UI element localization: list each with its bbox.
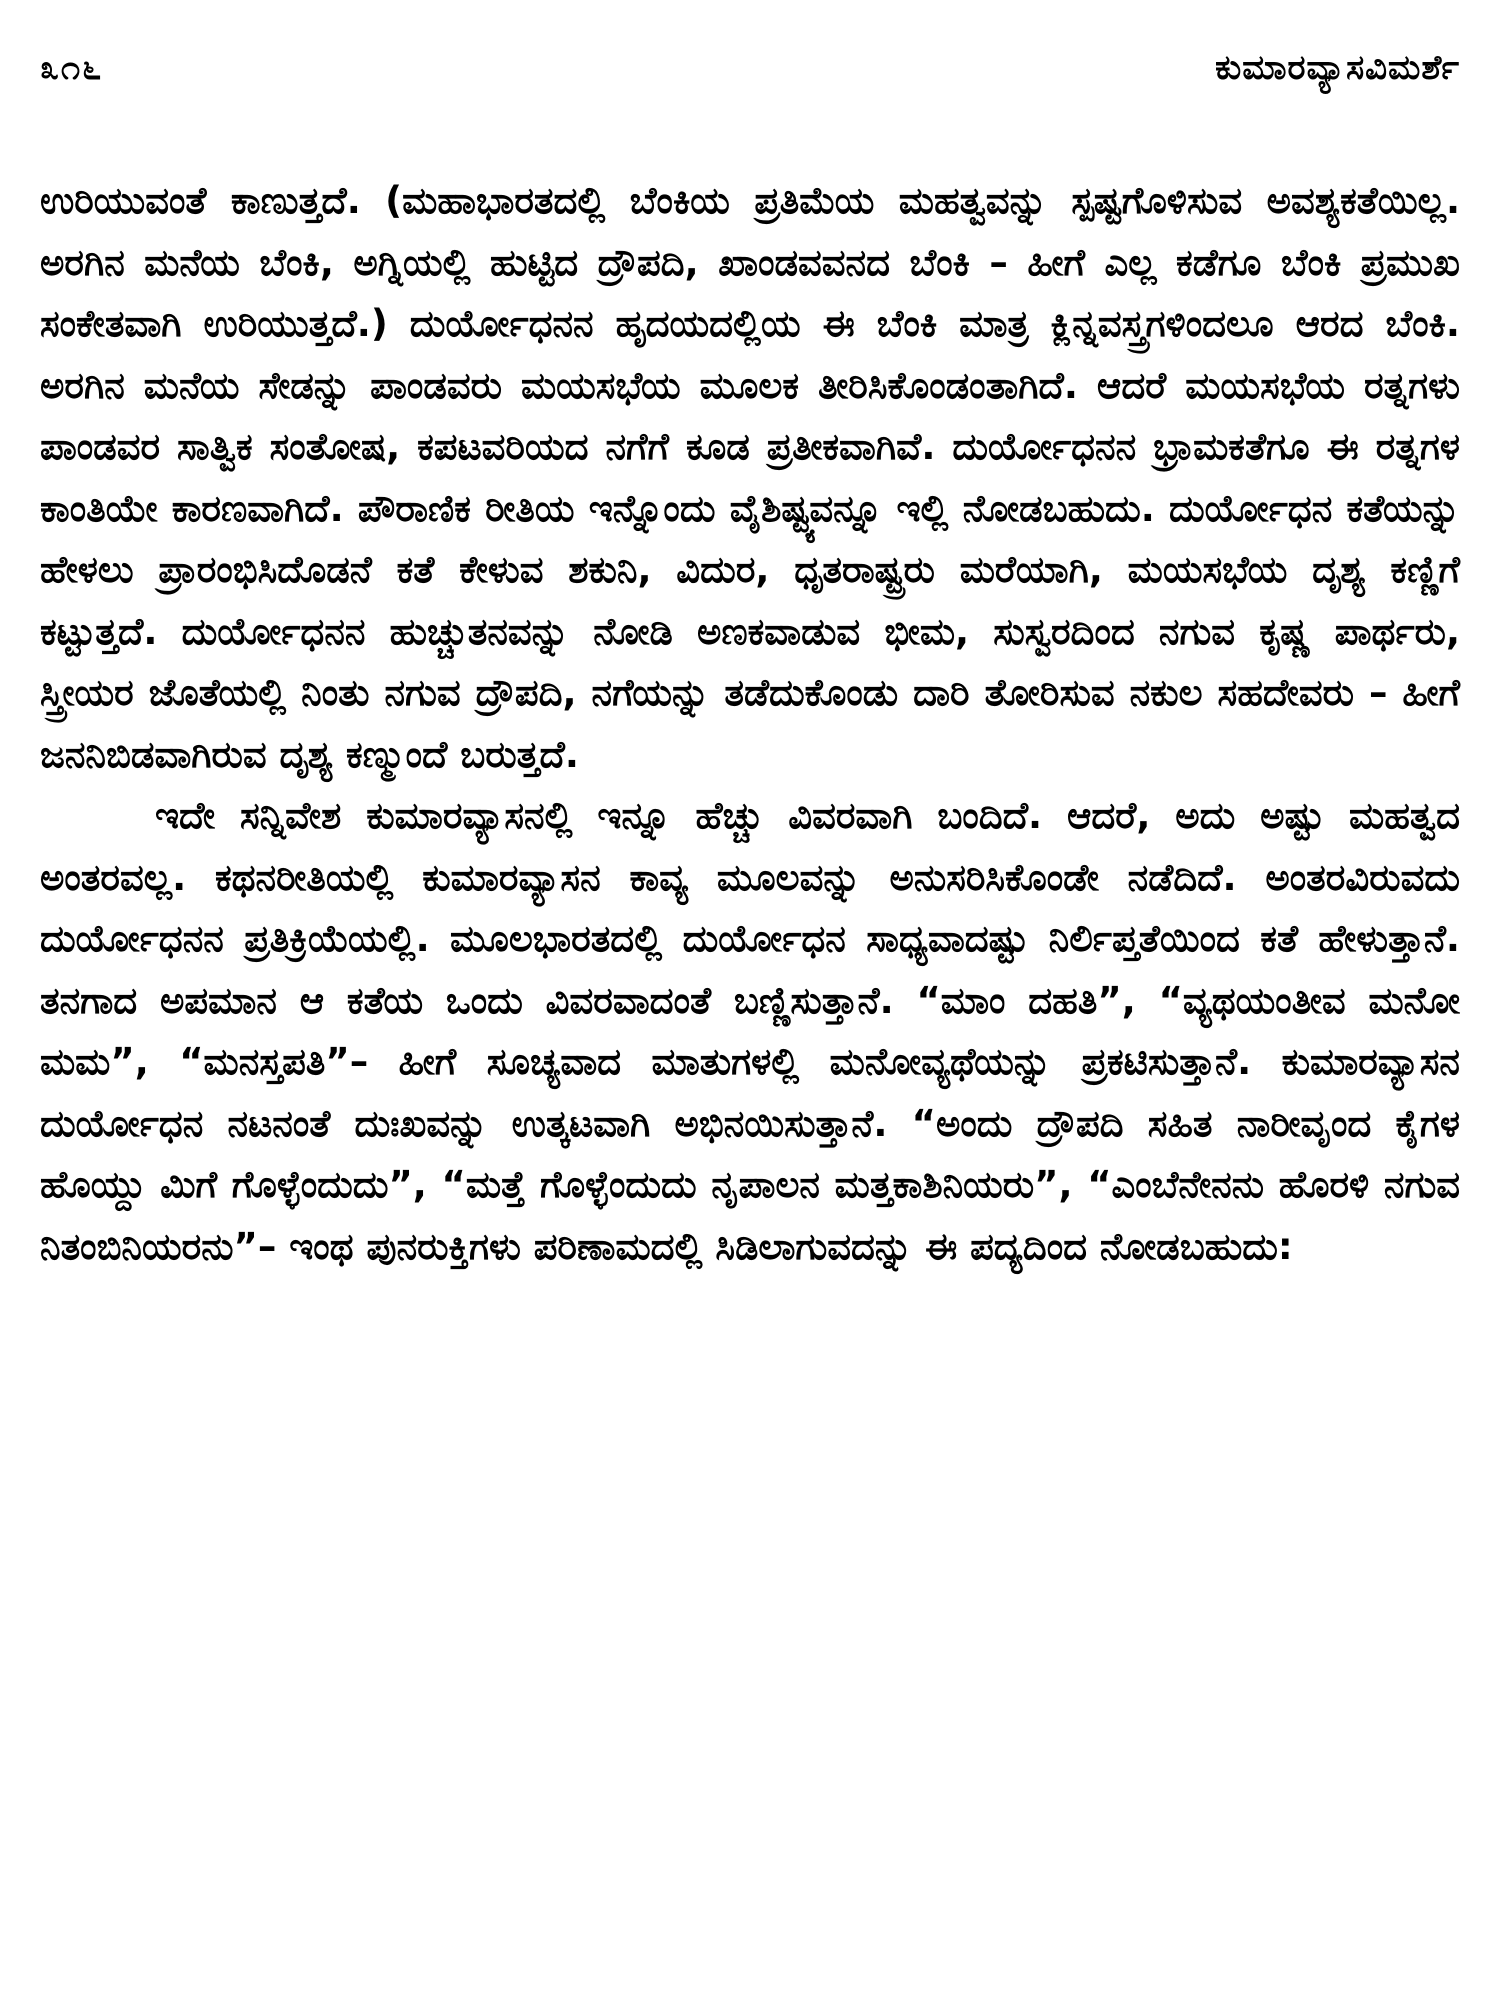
paragraph-1: ಉರಿಯುವಂತೆ ಕಾಣುತ್ತದೆ. (ಮಹಾಭಾರತದಲ್ಲಿ ಬೆಂಕಿಯ ಪ್ರತಿಮೆಯ ಮಹತ್ವವನ್ನು ಸ್ಪಷ್ಟಗೊಳಿಸುವ ಅವಶ್ಯಕತೆಯಿಲ್ಲ. ಅರಗಿನ ಮನೆಯ ಬೆಂಕಿ, ಅಗ್ನಿಯಲ್ಲಿ ಹುಟ್ಟಿದ ದ್ರೌಪದಿ, ಖಾಂಡವವನದ ಬೆಂಕಿ – ಹೀಗೆ ಎಲ್ಲ ಕಡೆಗೂ ಬೆಂಕಿ ಪ್ರಮುಖ ಸಂಕೇತವಾಗಿ ಉರಿಯುತ್ತದೆ.) ದುರ್ಯೋಧನನ ಹೃದಯದಲ್ಲಿಯ ಈ ಬೆಂಕಿ ಮಾತ್ರ ಕ್ಲಿನ್ನವಸ್ತ್ರಗಳಿಂದಲೂ ಆರದ ಬೆಂಕಿ. ಅರಗಿನ ಮನೆಯ ಸೇಡನ್ನು ಪಾಂಡವರು ಮಯಸಭೆಯ ಮೂಲಕ ತೀರಿಸಿಕೊಂಡಂತಾಗಿದೆ. ಆದರೆ ಮಯಸಭೆಯ ರತ್ನಗಳು ಪಾಂಡವರ ಸಾತ್ವಿಕ ಸಂತೋಷ, ಕಪಟವರಿಯದ ನಗೆಗೆ ಕೂಡ ಪ್ರತೀಕವಾಗಿವೆ. ದುರ್ಯೋಧನನ ಭ್ರಾಮಕತೆಗೂ ಈ ರತ್ನಗಳ ಕಾಂತಿಯೇ ಕಾರಣವಾಗಿದೆ. ಪೌರಾಣಿಕ ರೀತಿಯ ಇನ್ನೊಂದು ವೈಶಿಷ್ಟ್ಯವನ್ನೂ ಇಲ್ಲಿ ನೋಡಬಹುದು. ದುರ್ಯೋಧನ ಕತೆಯನ್ನು ಹೇಳಲು ಪ್ರಾರಂಭಿಸಿದೊಡನೆ ಕತೆ ಕೇಳುವ ಶಕುನಿ, ವಿದುರ, ಧೃತರಾಷ್ಟ್ರರು ಮರೆಯಾಗಿ, ಮಯಸಭೆಯ ದೃಶ್ಯ ಕಣ್ಣಿಗೆ ಕಟ್ಟುತ್ತದೆ. ದುರ್ಯೋಧನನ ಹುಚ್ಚುತನವನ್ನು ನೋಡಿ ಅಣಕವಾಡುವ ಭೀಮ, ಸುಸ್ವರದಿಂದ ನಗುವ ಕೃಷ್ಣ ಪಾರ್ಥರು, ಸ್ತ್ರೀಯರ ಜೊತೆಯಲ್ಲಿ ನಿಂತು ನಗುವ ದ್ರೌಪದಿ, ನಗೆಯನ್ನು ತಡೆದುಕೊಂಡು ದಾರಿ ತೋರಿಸುವ ನಕುಲ ಸಹದೇವರು – ಹೀಗೆ ಜನನಿಬಿಡವಾಗಿರುವ ದೃಶ್ಯ ಕಣ್ಮುಂದೆ ಬರುತ್ತದೆ. xyxy=(40,179,1460,776)
paragraph-2: ಇದೇ ಸನ್ನಿವೇಶ ಕುಮಾರವ್ಯಾಸನಲ್ಲಿ ಇನ್ನೂ ಹೆಚ್ಚು ವಿವರವಾಗಿ ಬಂದಿದೆ. ಆದರೆ, ಅದು ಅಷ್ಟು ಮಹತ್ವದ ಅಂತರವಲ್ಲ. ಕಥನರೀತಿಯಲ್ಲಿ ಕುಮಾರವ್ಯಾಸನ ಕಾವ್ಯ ಮೂಲವನ್ನು ಅನುಸರಿಸಿಕೊಂಡೇ ನಡೆದಿದೆ. ಅಂತರವಿರುವದು ದುರ್ಯೋಧನನ ಪ್ರತಿಕ್ರಿಯೆಯಲ್ಲಿ. ಮೂಲಭಾರತದಲ್ಲಿ ದುರ್ಯೋಧನ ಸಾಧ್ಯವಾದಷ್ಟು ನಿರ್ಲಿಪ್ತತೆಯಿಂದ ಕತೆ ಹೇಳುತ್ತಾನೆ. ತನಗಾದ ಅಪಮಾನ ಆ ಕತೆಯ ಒಂದು ವಿವರವಾದಂತೆ ಬಣ್ಣಿಸುತ್ತಾನೆ. “ಮಾಂ ದಹತಿ”, “ವ್ಯಥಯಂತೀವ ಮನೋ ಮಮ”, “ಮನಸ್ತಪತಿ”– ಹೀಗೆ ಸೂಚ್ಯವಾದ ಮಾತುಗಳಲ್ಲಿ ಮನೋವ್ಯಥೆಯನ್ನು ಪ್ರಕಟಿಸುತ್ತಾನೆ. ಕುಮಾರವ್ಯಾಸನ ದುರ್ಯೋಧನ ನಟನಂತೆ ದುಃಖವನ್ನು ಉತ್ಕಟವಾಗಿ ಅಭಿನಯಿಸುತ್ತಾನೆ. “ಅಂದು ದ್ರೌಪದಿ ಸಹಿತ ನಾರೀವೃಂದ ಕೈಗಳ ಹೊಯ್ದು ಮಿಗೆ ಗೊಳ್ಳೆಂದುದು”, “ಮತ್ತೆ ಗೊಳ್ಳೆಂದುದು ನೃಪಾಲನ ಮತ್ತಕಾಶಿನಿಯರು”, “ಎಂಬೆನೇನನು ಹೊರಳಿ ನಗುವ ನಿತಂಬಿನಿಯರನು”– ಇಂಥ ಪುನರುಕ್ತಿಗಳು ಪರಿಣಾಮದಲ್ಲಿ ಸಿಡಿಲಾಗುವದನ್ನು ಈ ಪದ್ಯದಿಂದ ನೋಡಬಹುದು: xyxy=(40,794,1461,1268)
book-title: ಕುಮಾರವ್ಯಾಸವಿಮರ್ಶೆ xyxy=(1215,48,1460,88)
body-text xyxy=(40,170,1460,1277)
running-header xyxy=(40,48,1460,108)
page-number: ೩೧೬ xyxy=(40,48,104,88)
